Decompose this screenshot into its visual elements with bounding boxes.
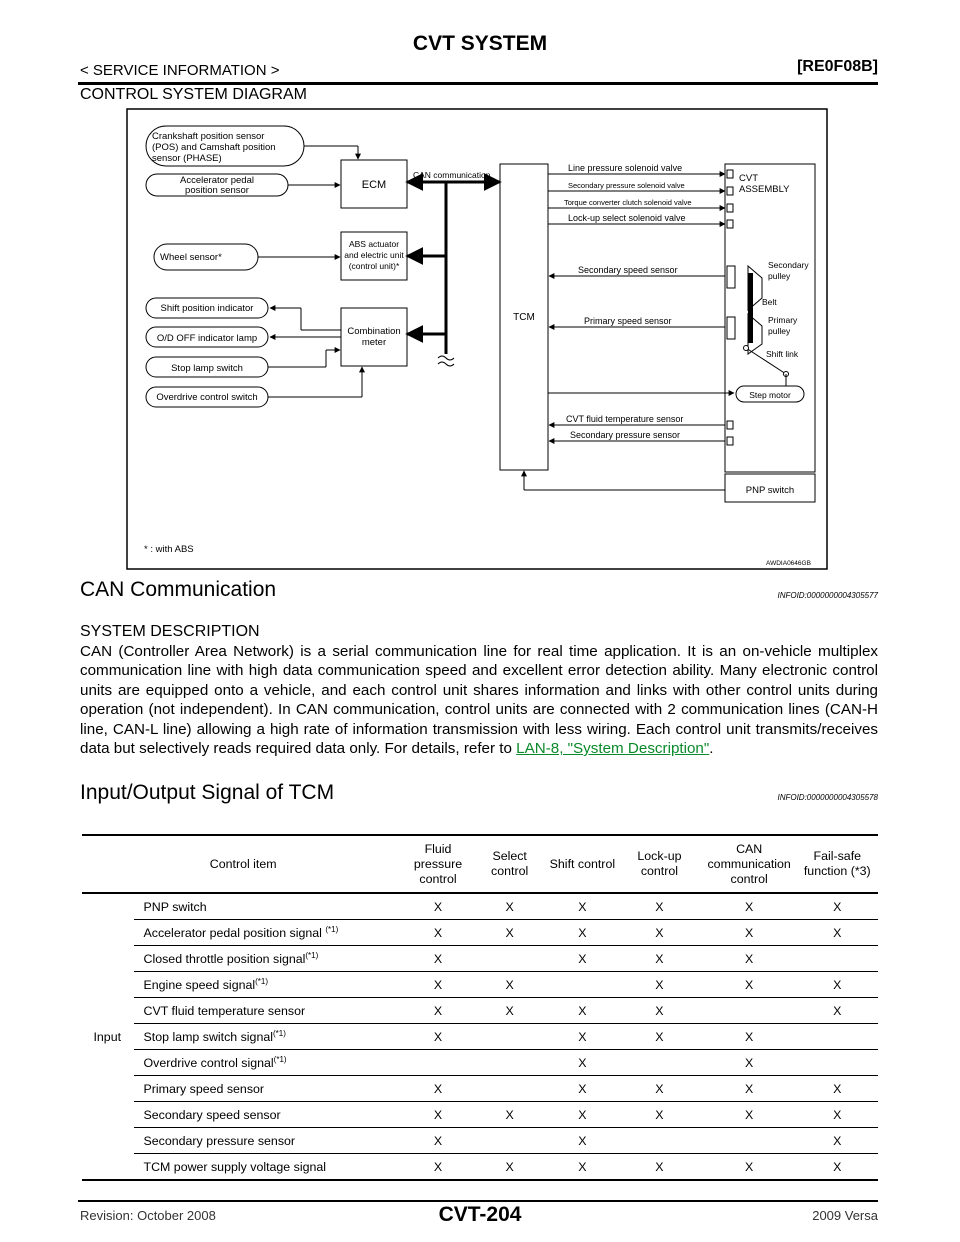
value-cell: X [404,1154,471,1181]
svg-text:Lock-up select solenoid valve: Lock-up select solenoid valve [568,213,686,223]
table-row [82,946,878,972]
io-heading: Input/Output Signal of TCM [80,781,335,804]
control-item-cell: PNP switch [133,893,404,920]
value-cell: X [472,893,548,920]
value-cell: X [702,1154,797,1181]
value-cell: X [404,920,471,946]
value-cell: X [548,1076,617,1102]
svg-text:TCM: TCM [513,312,535,323]
value-cell: X [548,1024,617,1050]
svg-text:Combination: Combination [347,326,401,337]
value-cell [472,1076,548,1102]
svg-text:CVT: CVT [739,173,758,184]
value-cell: X [702,920,797,946]
svg-text:Wheel sensor*: Wheel sensor* [160,252,222,263]
column-header: Fluid pressure control [404,835,471,893]
control-item-cell: Closed throttle position signal$^{(*1)}$ [133,946,404,972]
svg-text:ASSEMBLY: ASSEMBLY [739,184,790,195]
svg-text:Secondary speed sensor: Secondary speed sensor [578,265,678,275]
table-row [82,920,878,946]
svg-text:Shift link: Shift link [766,349,799,359]
header-rule [78,82,878,85]
value-cell: X [548,1102,617,1128]
io-infoid: INFOID:0000000004305578 [777,793,878,802]
control-item-cell: Overdrive control signal$^{(*1)}$ [133,1050,404,1076]
column-header: Shift control [548,835,617,893]
value-cell: X [617,946,702,972]
value-cell [797,1024,878,1050]
value-cell: X [702,1050,797,1076]
svg-text:Torque converter clutch soleno: Torque converter clutch solenoid valve [564,198,692,207]
column-header: Control item [82,835,404,893]
svg-text:Stop lamp switch: Stop lamp switch [171,363,243,374]
svg-text:meter: meter [361,337,387,348]
svg-text:Secondary pressure solenoid va: Secondary pressure solenoid valve [568,181,685,190]
page-number: CVT-204 [438,1203,522,1226]
system-description-body: CAN (Controller Area Network) is a serial communication line for real time application. It is an on-vehicle multiplex communication line with high data communication speed and excellent error detection ability. Many electronic control units are equipped onto a vehicle, and each control unit shares information and links with other control units during operation (not independent). In CAN communication, control units are connected with 2 communication lines (CAN-H line, CAN-L line) allowing a high rate of information transmission with less wiring. Each control unit transmits/receives data but selectively reads required data only. For details, refer to LAN-8, "System Description". [80,643,878,758]
svg-text:(control unit)*: (control unit)* [348,261,400,271]
value-cell [548,972,617,998]
value-cell: X [472,1154,548,1181]
control-item-cell: TCM power supply voltage signal [133,1154,404,1181]
value-cell: X [617,972,702,998]
value-cell [404,1050,471,1076]
value-cell: X [472,998,548,1024]
column-header: CAN communication control [702,835,797,893]
column-header: Fail-safe function (*3) [797,835,878,893]
value-cell: X [404,893,471,920]
svg-text:Accelerator pedal: Accelerator pedal [180,175,254,186]
value-cell: X [797,1154,878,1181]
value-cell: X [404,1076,471,1102]
value-cell [472,1024,548,1050]
svg-text:pulley: pulley [768,326,791,336]
svg-text:Secondary: Secondary [768,260,809,270]
page-title: CVT SYSTEM [412,32,548,55]
vehicle-model: 2009 Versa [812,1208,878,1223]
control-item-cell: Accelerator pedal position signal $^{(*1)}$ [133,920,404,946]
value-cell: X [797,972,878,998]
value-cell: X [617,893,702,920]
value-cell: X [404,998,471,1024]
value-cell: X [617,1024,702,1050]
svg-text:(POS) and Camshaft position: (POS) and Camshaft position [152,142,276,153]
svg-text:Overdrive control switch: Overdrive control switch [156,392,258,403]
value-cell: X [797,920,878,946]
value-cell [797,946,878,972]
figure-id: AWDIA0646GB [766,560,811,567]
value-cell: X [617,1102,702,1128]
footer-rule [78,1200,878,1202]
value-cell: X [702,1024,797,1050]
value-cell: X [617,1154,702,1181]
value-cell: X [548,946,617,972]
control-system-diagram [126,108,828,570]
svg-text:pulley: pulley [768,271,791,281]
column-header: Select control [472,835,548,893]
table-row [82,1024,878,1050]
value-cell: X [702,893,797,920]
svg-text:Secondary pressure sensor: Secondary pressure sensor [570,430,681,440]
row-group-label: Input [82,893,133,1180]
control-item-cell: Secondary speed sensor [133,1102,404,1128]
value-cell: X [797,1128,878,1154]
value-cell: X [404,946,471,972]
lan-8-link[interactable]: LAN-8, "System Description" [516,740,710,758]
value-cell: X [702,972,797,998]
svg-text:PNP switch: PNP switch [745,485,795,496]
table-header-row [82,835,878,893]
value-cell: X [404,1102,471,1128]
value-cell: X [702,946,797,972]
svg-text:Step motor: Step motor [749,390,791,400]
table-row [82,893,878,920]
value-cell: X [404,972,471,998]
svg-text:Belt: Belt [762,297,777,307]
svg-text:Crankshaft position sensor: Crankshaft position sensor [152,131,265,142]
can-infoid: INFOID:0000000004305577 [777,591,878,600]
svg-text:and electric unit: and electric unit [344,250,404,260]
value-cell: X [548,1154,617,1181]
revision-date: Revision: October 2008 [80,1208,216,1223]
svg-text:Primary speed sensor: Primary speed sensor [584,316,672,326]
table-row [82,1076,878,1102]
value-cell: X [548,1128,617,1154]
table-row [82,1128,878,1154]
value-cell [617,1050,702,1076]
value-cell [702,998,797,1024]
table-row [82,1050,878,1076]
column-header: Lock-up control [617,835,702,893]
section-code: [RE0F08B] [797,58,878,75]
svg-text:Primary: Primary [768,315,798,325]
can-heading: CAN Communication [80,578,277,601]
value-cell [617,1128,702,1154]
section-label: < SERVICE INFORMATION > [80,62,280,79]
system-description-heading: SYSTEM DESCRIPTION [80,623,260,640]
svg-text:Shift position indicator: Shift position indicator [160,303,254,314]
svg-text:position sensor: position sensor [185,185,249,196]
svg-text:sensor (PHASE): sensor (PHASE) [152,153,222,164]
value-cell [472,1128,548,1154]
value-cell [797,1050,878,1076]
value-cell: X [548,920,617,946]
value-cell: X [702,1102,797,1128]
control-item-cell: CVT fluid temperature sensor [133,998,404,1024]
value-cell [472,946,548,972]
can-label: CAN communication [413,170,491,180]
value-cell: X [617,1076,702,1102]
svg-text:O/D OFF indicator lamp: O/D OFF indicator lamp [156,333,258,344]
value-cell: X [797,893,878,920]
svg-text:ECM: ECM [361,179,387,191]
value-cell [472,1050,548,1076]
value-cell: X [548,1050,617,1076]
svg-text:ABS actuator: ABS actuator [348,239,400,249]
svg-text:CVT fluid temperature sensor: CVT fluid temperature sensor [566,414,684,424]
value-cell: X [472,1102,548,1128]
value-cell: X [548,893,617,920]
control-item-cell: Engine speed signal$^{(*1)}$ [133,972,404,998]
value-cell: X [472,972,548,998]
table-row [82,1102,878,1128]
value-cell: X [702,1076,797,1102]
value-cell: X [548,998,617,1024]
table-row [82,998,878,1024]
value-cell: X [617,920,702,946]
io-signal-table [82,834,878,1181]
value-cell: X [797,998,878,1024]
value-cell: X [404,1128,471,1154]
value-cell [702,1128,797,1154]
value-cell: X [797,1076,878,1102]
diagram-heading: CONTROL SYSTEM DIAGRAM [80,86,307,103]
value-cell: X [404,1024,471,1050]
value-cell: X [617,998,702,1024]
control-item-cell: Secondary pressure sensor [133,1128,404,1154]
control-item-cell: Stop lamp switch signal$^{(*1)}$ [133,1024,404,1050]
abs-note: * : with ABS [144,544,194,555]
control-item-cell: Primary speed sensor [133,1076,404,1102]
value-cell: X [472,920,548,946]
svg-text:Line pressure solenoid valve: Line pressure solenoid valve [568,163,683,173]
table-row [82,972,878,998]
table-row [82,1154,878,1181]
value-cell: X [797,1102,878,1128]
